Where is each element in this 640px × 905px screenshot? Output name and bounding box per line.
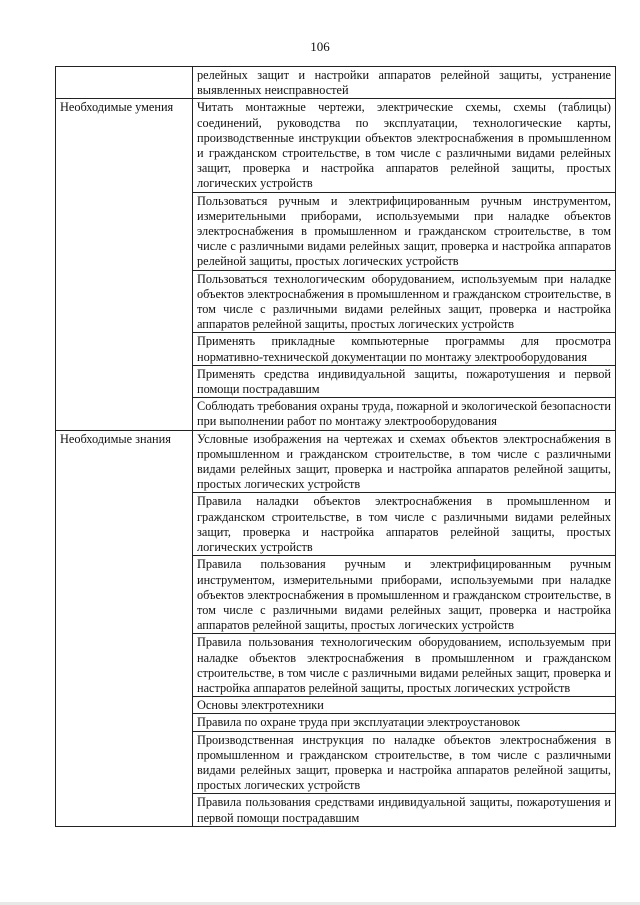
knowledge-item: Производственная инструкция по наладке объектов электроснабжения в промышленном и гражданском строительстве, в том числе с различными видами релейных защит, проверка и настройка аппаратов релейной защиты, простых логических устройств [193,731,616,794]
knowledge-item: Условные изображения на чертежах и схемах объектов электроснабжения в промышленном и гражданском строительстве, в том числе с различными видами релейных защит, проверка и настройка аппаратов релейной защиты, простых логических устройств [193,430,616,493]
knowledge-item: Правила по охране труда при эксплуатации электроустановок [193,714,616,731]
table-row [56,99,616,192]
skill-item: Пользоваться ручным и электрифицированным ручным инструментом, измерительными приборами, используемыми при наладке объектов электроснабжения в промышленном и гражданском строительстве, в том числе с различными видами релейных защит, проверка и настройка аппаратов релейной защиты, простых логических устройств [193,192,616,270]
knowledge-item: Правила пользования средствами индивидуальной защиты, пожаротушения и первой помощи пострадавшим [193,794,616,826]
skill-item: Пользоваться технологическим оборудованием, используемым при наладке объектов электроснабжения в промышленном и гражданском строительстве, в том числе с различными видами релейных защит, проверка и настройка аппаратов релейной защиты, простых логических устройств [193,270,616,333]
continuation-cell: релейных защит и настройки аппаратов релейной защиты, устранение выявленных неисправностей [193,67,616,99]
knowledge-item: Правила пользования ручным и электрифицированным ручным инструментом, измерительными приборами, используемыми при наладке объектов электроснабжения в промышленном и гражданском строительстве, в том числе с различными видами релейных защит, проверка и настройка аппаратов релейной защиты, простых логических устройств [193,556,616,634]
knowledge-item: Правила наладки объектов электроснабжения в промышленном и гражданском строительстве, в том числе с различными видами релейных защит, проверка и настройка аппаратов релейной защиты, простых логических устройств [193,493,616,556]
table-row [56,67,616,99]
skill-item: Применять средства индивидуальной защиты, пожаротушения и первой помощи пострадавшим [193,365,616,397]
page-number: 106 [310,39,330,54]
skills-label: Необходимые умения [56,99,193,430]
skill-item: Применять прикладные компьютерные программы для просмотра нормативно-технической документации по монтажу электрооборудования [193,333,616,365]
row-label-empty [56,67,193,99]
knowledge-item: Основы электротехники [193,697,616,714]
competency-table [55,66,616,827]
skill-item: Читать монтажные чертежи, электрические схемы, схемы (таблицы) соединений, руководства по эксплуатации, технологические карты, производственные инструкции объектов электроснабжения в промышленном и гражданском строительстве, в том числе с различными видами релейных защит, проверка и настройка аппаратов релейной защиты, простых логических устройств [193,99,616,192]
table-row [56,430,616,493]
knowledge-label: Необходимые знания [56,430,193,826]
knowledge-item: Правила пользования технологическим оборудованием, используемым при наладке объектов электроснабжения в промышленном и гражданском строительстве, в том числе с различными видами релейных защит, проверка и настройка аппаратов релейной защиты, простых логических устройств [193,634,616,697]
skill-item: Соблюдать требования охраны труда, пожарной и экологической безопасности при выполнении работ по монтажу электрооборудования [193,398,616,430]
